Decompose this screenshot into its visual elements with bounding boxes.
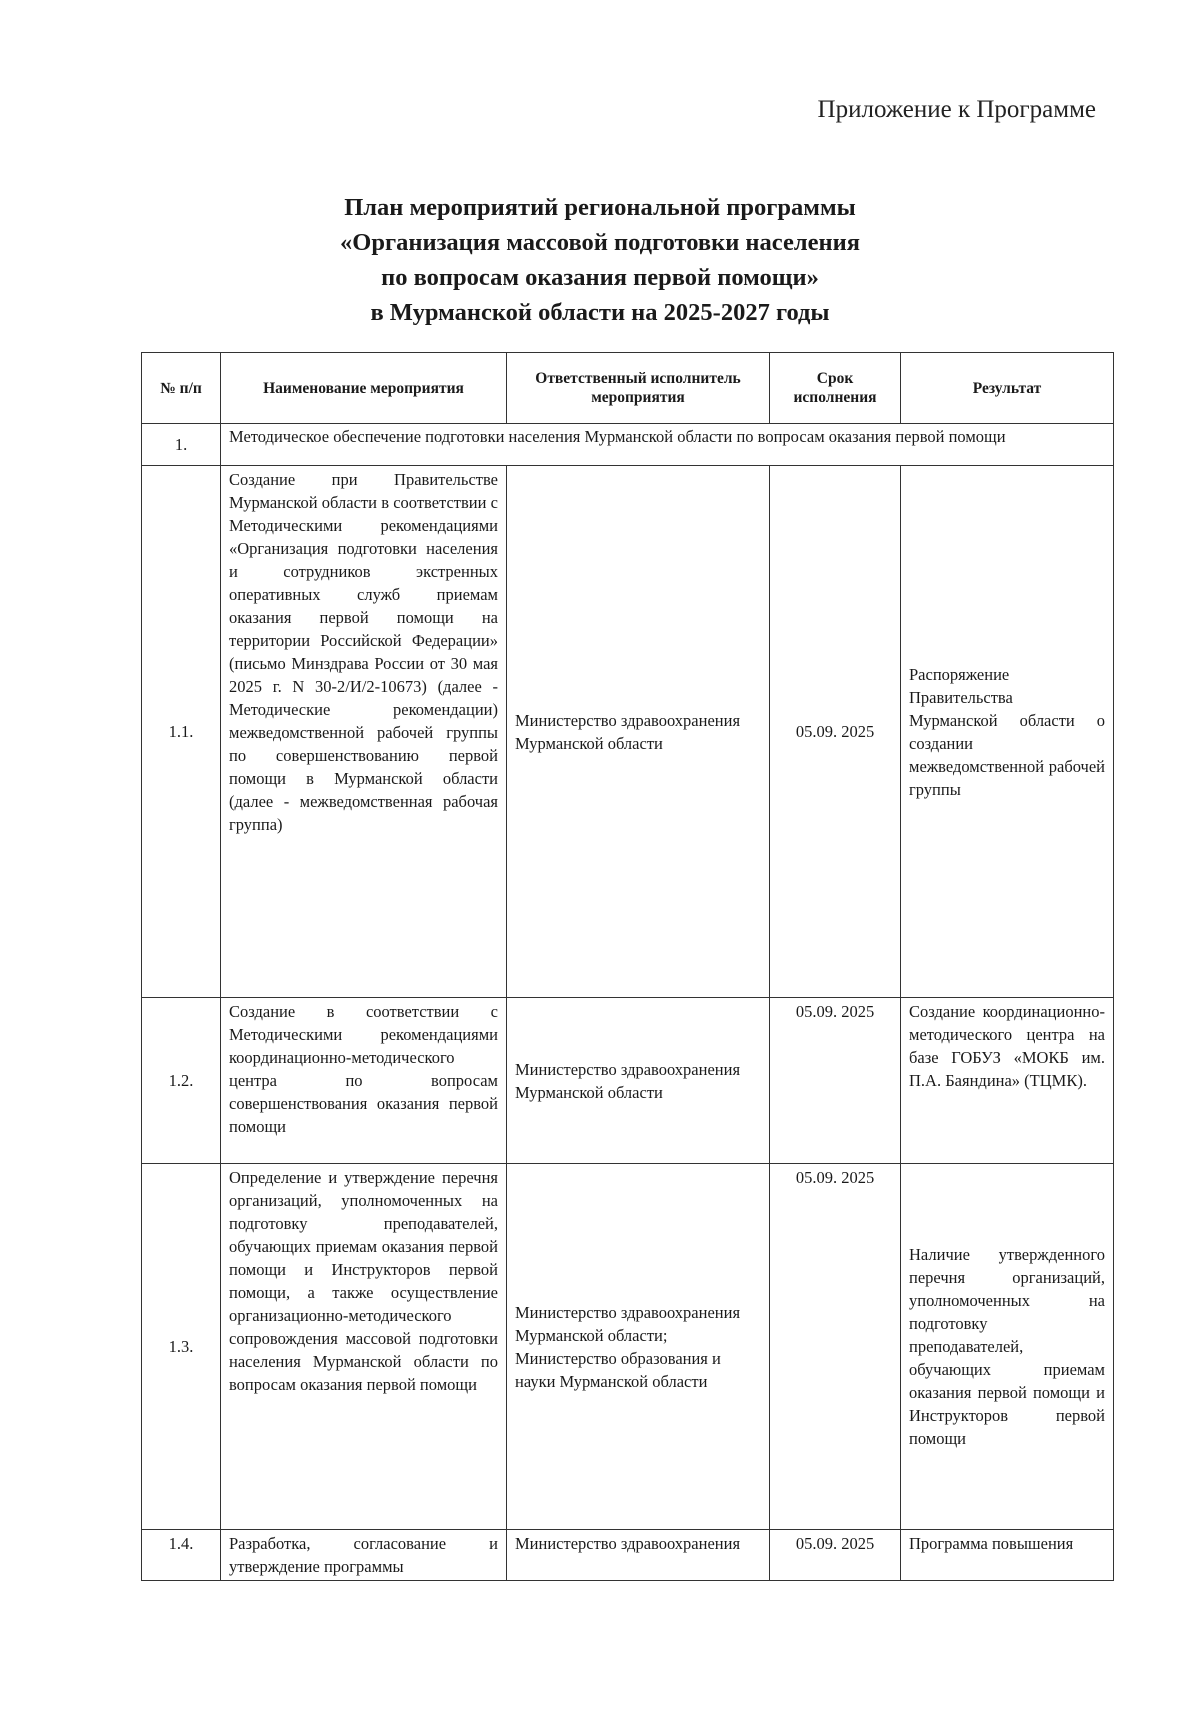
- row-result: Наличие утвержденного перечня организаций, уполномоченных на подготовку преподавателей, обучающих приемам оказания первой помощи и Инструкторов первой помощи: [901, 1164, 1114, 1530]
- row-result: Программа повышения: [901, 1530, 1114, 1581]
- row-deadline: 05.09. 2025: [770, 998, 901, 1164]
- title-line-4: в Мурманской области на 2025-2027 годы: [370, 299, 830, 326]
- table-row: [142, 466, 1114, 998]
- header-num: № п/п: [142, 353, 221, 424]
- row-deadline: 05.09. 2025: [770, 466, 901, 998]
- row-executor: Министерство здравоохранения: [507, 1530, 770, 1581]
- row-executor: Министерство здравоохранения Мурманской области: [507, 998, 770, 1164]
- document-title: [0, 190, 1200, 330]
- row-num: 1.2.: [142, 998, 221, 1164]
- header-name: Наименование мероприятия: [221, 353, 507, 424]
- plan-table: [141, 352, 1114, 1581]
- header-executor: Ответственный исполнитель мероприятия: [507, 353, 770, 424]
- row-executor: Министерство здравоохранения Мурманской области; Министерство образования и науки Мурманской области: [507, 1164, 770, 1530]
- row-num: 1.1.: [142, 466, 221, 998]
- row-num: 1.4.: [142, 1530, 221, 1581]
- row-name: Создание в соответствии с Методическими рекомендациями координационно-методического центра по вопросам совершенствования оказания первой помощи: [221, 998, 507, 1164]
- row-deadline: 05.09. 2025: [770, 1530, 901, 1581]
- table-header-row: [142, 353, 1114, 424]
- title-line-3: по вопросам оказания первой помощи»: [381, 264, 819, 291]
- table-row: [142, 1164, 1114, 1530]
- row-name: Определение и утверждение перечня организаций, уполномоченных на подготовку преподавателей, обучающих приемам оказания первой помощи и Инструкторов первой помощи, а также осуществление организационно-методического сопровождения массовой подготовки населения Мурманской области по вопросам оказания первой помощи: [221, 1164, 507, 1530]
- header-result: Результат: [901, 353, 1114, 424]
- header-deadline: Срок исполнения: [770, 353, 901, 424]
- appendix-label: Приложение к Программе: [817, 96, 1096, 123]
- section-text: Методическое обеспечение подготовки населения Мурманской области по вопросам оказания первой помощи: [221, 424, 1114, 466]
- row-executor: Министерство здравоохранения Мурманской области: [507, 466, 770, 998]
- section-row: [142, 424, 1114, 466]
- row-name: Создание при Правительстве Мурманской области в соответствии с Методическими рекомендациями «Организация подготовки населения и сотрудников экстренных оперативных служб приемам оказания первой помощи на территории Российской Федерации» (письмо Минздрава России от 30 мая 2025 г. N 30-2/И/2-10673) (далее - Методические рекомендации) межведомственной рабочей группы по совершенствованию первой помощи в Мурманской области (далее - межведомственная рабочая группа): [221, 466, 507, 998]
- row-result: Распоряжение Правительства Мурманской области о создании межведомственной рабочей группы: [901, 466, 1114, 998]
- table-row: [142, 998, 1114, 1164]
- row-deadline: 05.09. 2025: [770, 1164, 901, 1530]
- section-num: 1.: [142, 424, 221, 466]
- table-row: [142, 1530, 1114, 1581]
- row-name: Разработка, согласование и утверждение программы: [221, 1530, 507, 1581]
- row-num: 1.3.: [142, 1164, 221, 1530]
- title-line-1: План мероприятий региональной программы: [344, 194, 856, 221]
- row-result: Создание координационно-методического центра на базе ГОБУЗ «МОКБ им. П.А. Баяндина» (ТЦМК).: [901, 998, 1114, 1164]
- title-line-2: «Организация массовой подготовки населения: [340, 229, 860, 256]
